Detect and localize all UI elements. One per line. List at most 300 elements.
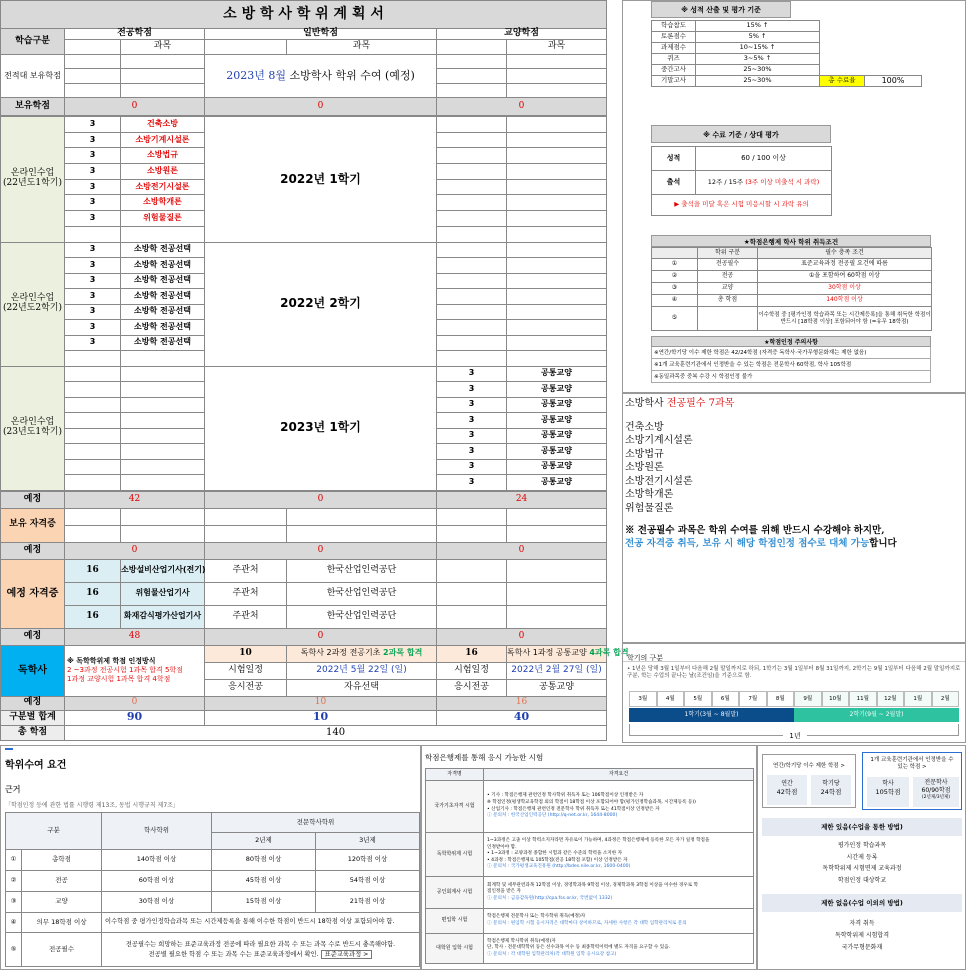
subject-name: 소방기계시설론 xyxy=(121,132,205,148)
empty-cell xyxy=(820,65,865,76)
degree-cell: 30학점 이상 xyxy=(102,892,212,913)
box1-title[interactable]: 연간/학기당 이수 제한 학점 > xyxy=(773,763,845,769)
req7-note: ※ 전공필수 과목은 학위 수여를 위해 반드시 수강해야 하지만, xyxy=(625,525,885,536)
score-label: 성적 xyxy=(652,147,696,171)
eval-weight: 3~5% ↑ xyxy=(696,54,820,65)
empty-cell xyxy=(865,43,922,54)
dok-liberal-major: 공통교양 xyxy=(507,679,607,696)
caution-item: ※연간/학기당 이수 제한 학점은 42/24학점 (자격증 독학사·국가무형문화재는 제한 없음) xyxy=(651,347,931,359)
fail-warning: ▶ 출석을 미달 혹은 시험 미응시할 시 과락 유의 xyxy=(652,195,832,216)
expected-label: 예정 xyxy=(1,696,65,710)
evaluation-panel xyxy=(622,0,966,393)
dok-note: 2 ~3과정 전공시험 1과목 합격 5학점 xyxy=(67,666,183,675)
empty-cell xyxy=(65,475,121,491)
expected-cert-label: 예정 자격증 xyxy=(1,559,65,628)
empty-cell xyxy=(65,459,121,475)
total-label: 총 학점 xyxy=(1,725,65,740)
exam-requirements xyxy=(484,934,754,964)
expected-major: 0 xyxy=(65,542,205,559)
cert-org: 한국산업인력공단 xyxy=(287,559,437,582)
empty-cell xyxy=(437,320,507,336)
exams-title: 학점은행제를 통해 응시 가능한 시험 xyxy=(425,753,544,762)
exam-line: 학점은행제 학사학위 취득(예정)자 xyxy=(487,938,556,944)
exam-line: 점인정을 받은 자 xyxy=(487,889,521,895)
unlimited-method: 국가무형문화재 xyxy=(841,944,883,951)
subject-header: 과목 xyxy=(121,40,205,55)
dok-liberal-title: 독학사 1과정 공통교양 xyxy=(507,648,590,658)
subject-name: 공통교양 xyxy=(507,459,607,475)
subject-name: 소방원론 xyxy=(121,164,205,180)
empty-cell xyxy=(437,258,507,274)
liberal-credits-header: 교양학점 xyxy=(437,29,607,40)
subject-name: 건축소방 xyxy=(121,117,205,133)
empty-cell xyxy=(865,21,922,32)
cert-org-label: 주관처 xyxy=(205,605,287,628)
dok-label: 독학사 xyxy=(1,645,65,696)
empty-cell xyxy=(507,242,607,258)
required-subject: 소방학개론 xyxy=(625,489,674,500)
empty-cell xyxy=(121,366,205,382)
subject-name xyxy=(121,351,205,367)
month-cell: 3월 xyxy=(629,691,657,707)
subtotal-major: 90 xyxy=(65,710,205,725)
subject-name: 공통교양 xyxy=(507,444,607,460)
empty-cell xyxy=(507,273,607,289)
subject-name: 소방전기시설론 xyxy=(121,179,205,195)
row-division: 의무 18학점 이상 xyxy=(22,913,102,933)
row-division: 전공필수 xyxy=(22,933,102,967)
dok-liberal-pass: 4과목 합격 xyxy=(589,648,629,658)
req-type: 총 학점 xyxy=(698,295,758,307)
empty-cell xyxy=(437,242,507,258)
degree-title: 학위수여 요건 xyxy=(5,760,67,771)
exams-h1: 자격명 xyxy=(426,769,484,781)
expected-liberal: 16 xyxy=(437,696,607,710)
cert-org-label: 주관처 xyxy=(205,582,287,605)
subject-credit: 3 xyxy=(65,117,121,133)
subject-name: 공통교양 xyxy=(507,397,607,413)
required-subjects-panel xyxy=(622,393,966,643)
attend-label: 출석 xyxy=(652,171,696,195)
subject-name: 소방학 전공선택 xyxy=(121,335,205,351)
cert-org: 한국산업인력공단 xyxy=(287,582,437,605)
empty-cell xyxy=(437,304,507,320)
month-cell: 10월 xyxy=(822,691,850,707)
empty-cell xyxy=(507,117,607,133)
plan-title: 소 방 학 사 학 위 계 획 서 xyxy=(223,5,384,22)
empty-cell xyxy=(507,320,607,336)
empty-cell xyxy=(437,195,507,211)
exam-name: 대학원 입학 시험 xyxy=(426,934,484,964)
subject-name: 소방법규 xyxy=(121,148,205,164)
expected-liberal: 0 xyxy=(437,628,607,645)
held-cert-label: 보유 자격증 xyxy=(1,508,65,542)
subject-credit: 3 xyxy=(65,273,121,289)
exam-line: • 4과정 : 학점은행제로 105학점(전공 18학점 포함) 이상 인정받은 자 xyxy=(487,857,628,863)
dok-general-pass: 2과목 합격 xyxy=(383,648,423,658)
box2-title[interactable]: 1개 교육훈련기관에서 인정받을 수 있는 학점 > xyxy=(870,757,954,771)
empty-cell xyxy=(507,211,607,227)
expected-label: 예정 xyxy=(1,628,65,645)
empty-cell xyxy=(65,413,121,429)
sec1-title: 제한 있음(수업을 통한 방법) xyxy=(762,818,962,836)
empty-cell xyxy=(121,444,205,460)
exam-line: ⓘ 문의처 : 금융감독원(http://cpa.fss.or.kr, 국번없이 1332) xyxy=(487,895,613,901)
req7-note-end: 합니다 xyxy=(869,537,897,549)
month-cell: 5월 xyxy=(684,691,712,707)
month-cell: 9월 xyxy=(794,691,822,707)
subtotal-general: 10 xyxy=(205,710,437,725)
degree-cell: 전공 xyxy=(22,871,102,892)
exam-line: • 1~3과정 : 교양과정 종합한 시험과 같은 수준의 학력을 소지한 자 xyxy=(487,851,623,857)
cert-name: 화재감식평가산업기사 xyxy=(121,605,205,628)
empty-cell xyxy=(437,164,507,180)
subject-name: 공통교양 xyxy=(507,366,607,382)
req-condition: 140학점 이상 xyxy=(758,295,932,307)
degree-cell: 21학점 이상 xyxy=(316,892,420,913)
eval-weight: 5% ↑ xyxy=(696,32,820,43)
empty-cell xyxy=(121,475,205,491)
exam-line: • 산업기사 : 학점은행제 관련인정 전문학사 학위 취득자 또는 41학점이상 인정받은 자 xyxy=(487,806,660,812)
expected-label: 예정 xyxy=(1,542,65,559)
degree-cell: 120학점 이상 xyxy=(316,850,420,871)
req-condition: 30학점 이상 xyxy=(758,283,932,295)
empty-cell xyxy=(121,397,205,413)
curriculum-link-button[interactable]: 표준교육과정 > xyxy=(321,950,373,959)
cert-name: 소방설비산업기사(전기) xyxy=(121,559,205,582)
score-value: 60 / 100 이상 xyxy=(696,147,832,171)
subject-credit: 3 xyxy=(65,164,121,180)
eval-item: 중간고사 xyxy=(652,65,696,76)
subject-credit: 3 xyxy=(65,211,121,227)
req-title: ★학점은행제 학사 학위 취득조건 xyxy=(651,235,931,247)
degree-cell: 교양 xyxy=(22,892,102,913)
empty-cell xyxy=(507,351,607,367)
semester-desc: • 1년은 당해 3월 1일부터 다음해 2월 말일까지로 하되, 1학기는 3월 1일부터 8월 31일까지, 2학기는 9월 1일부터 다음해 2월 말일까지로 구분, 학는 수업의 끝나는 날(조건임)을 기준으로 함. xyxy=(627,666,961,679)
sec2-title: 제한 없음(수업 이외의 방법) xyxy=(762,894,962,912)
exam-line: ⓘ 문의처 : 각 대학원 입학관리처(각 대학원 입학 응시요강 참고) xyxy=(487,951,617,957)
eval-item: 토론점수 xyxy=(652,32,696,43)
h-3year: 3년제 xyxy=(316,833,420,850)
empty-cell xyxy=(507,132,607,148)
exam-line: 단, 학사 · 전문대학학위 등은 선수과목 이수 등 최종학력이력에 별도 자격을 요구할 수 있음. xyxy=(487,945,671,951)
held-major: 0 xyxy=(65,98,205,116)
exam-line: ⓘ 문의처 : 국가평생교육진흥원 (http://bdes.nile.or.kr, 1600-0400) xyxy=(487,864,631,870)
h-2year: 2년제 xyxy=(212,833,316,850)
empty-cell xyxy=(507,226,607,242)
semester-label: 온라인수업 (23년도1학기) xyxy=(1,366,65,490)
req-no: ② xyxy=(652,271,698,283)
expected-general: 0 xyxy=(205,542,437,559)
box2-value: 60/90학점 xyxy=(921,786,951,794)
semester-label: 온라인수업 (22년도2학기) xyxy=(1,242,65,366)
subject-credit: 3 xyxy=(437,475,507,491)
expected-liberal: 24 xyxy=(437,491,607,508)
expected-label: 예정 xyxy=(1,491,65,508)
semester-center: 2023년 1학기 xyxy=(205,366,437,490)
empty-cell xyxy=(65,366,121,382)
subject-credit: 3 xyxy=(65,258,121,274)
box1-label: 학기당 xyxy=(822,780,840,787)
box1-value: 24학점 xyxy=(820,788,842,796)
h-associate: 전문학사학위 xyxy=(212,813,420,833)
empty-cell xyxy=(865,65,922,76)
exam-line: ⓘ 문의처 : 한국산업인력공단 (http://q-net.or.kr, 1644-8000) xyxy=(487,813,618,819)
req-type: 전공 xyxy=(698,271,758,283)
box1-value: 42학점 xyxy=(776,788,798,796)
row-text: 이수학점 중 평가인정학습과목 또는 시간제등록을 통해 이수한 학점이 반드시 18학점 이상 포함되어야 함. xyxy=(102,913,420,933)
expected-major: 0 xyxy=(65,696,205,710)
empty-cell xyxy=(507,164,607,180)
exam-line: • 기사 : 학점은행제 관련인정 학사학위 취득자 또는 106학점이상 인정받은 자 xyxy=(487,793,644,799)
limited-method: 독학학위제 시험면제 교육과정 xyxy=(822,865,902,872)
exams-panel xyxy=(421,745,757,970)
dok-liberal-date: 2022년 2월 27일 (일) xyxy=(507,662,607,679)
subject-name: 소방학 전공선택 xyxy=(121,304,205,320)
empty-cell xyxy=(437,289,507,305)
row-no: ⑤ xyxy=(6,933,22,967)
held-credits-label: 보유학점 xyxy=(1,98,65,116)
subject-name: 소방학개론 xyxy=(121,195,205,211)
h-division: 구분 xyxy=(6,813,102,850)
subtotal-liberal: 40 xyxy=(437,710,607,725)
month-cell: 2월 xyxy=(932,691,960,707)
exam-line: 회계학 및 세무관련과목 12학점 이상, 경영학과목 9학점 이상, 경제학과목 3학점 이상을 이수한 경우로 학 xyxy=(487,882,699,888)
attend-value: 12주 / 15주 xyxy=(707,177,746,186)
limited-method: 시간제 등록 xyxy=(846,853,878,861)
empty-cell xyxy=(121,459,205,475)
empty-cell xyxy=(437,335,507,351)
empty-cell xyxy=(865,32,922,43)
limited-method: 평가인정 학습과목 xyxy=(837,842,887,849)
term1-bar: 1학기(3월 ~ 8월말) xyxy=(629,708,794,722)
req-condition: ①을 포함하여 60학점 이상 xyxy=(758,271,932,283)
empty-cell xyxy=(121,413,205,429)
degree-cell: 60학점 이상 xyxy=(102,871,212,892)
subject-credit: 3 xyxy=(65,335,121,351)
required-subject: 소방법규 xyxy=(625,448,664,460)
subject-credit xyxy=(65,351,121,367)
expected-general: 10 xyxy=(205,696,437,710)
subject-credit: 3 xyxy=(65,289,121,305)
empty-cell xyxy=(121,382,205,398)
exam-name: 편입학 시험 xyxy=(426,909,484,934)
exam-requirements xyxy=(484,909,754,934)
dok-liberal-credit: 16 xyxy=(437,645,507,662)
subject-credit: 3 xyxy=(437,413,507,429)
basis-label: 근거 xyxy=(5,785,21,794)
month-cell: 12월 xyxy=(877,691,905,707)
box2-sub: (2년제/3년제) xyxy=(921,794,951,800)
empty-cell xyxy=(437,273,507,289)
exam-name: 공인회계사 시험 xyxy=(426,877,484,909)
subject-credit: 3 xyxy=(65,242,121,258)
required-subject: 건축소방 xyxy=(625,421,664,433)
caution-item: ※동일과목중 중복 수강 시 학점인정 불가 xyxy=(651,371,931,383)
row-no: ④ xyxy=(6,913,22,933)
subject-name: 공통교양 xyxy=(507,475,607,491)
subject-name: 공통교양 xyxy=(507,428,607,444)
eval-item: 기말고사 xyxy=(652,76,696,87)
semester-center: 2022년 1학기 xyxy=(205,117,437,243)
division-header: 학습구분 xyxy=(1,29,65,55)
year-label: 1년 xyxy=(783,732,806,740)
req-col: 필수 충족 조건 xyxy=(758,248,932,259)
req-no: ① xyxy=(652,259,698,271)
attend-warning: (3주 이상 미출석 시 과락) xyxy=(745,177,820,186)
held-general: 0 xyxy=(205,98,437,116)
semester-panel xyxy=(622,643,966,743)
empty-cell xyxy=(65,444,121,460)
dok-note: ※ 독학학위제 학점 인정방식 xyxy=(67,657,156,666)
month-cell: 6월 xyxy=(712,691,740,707)
req-no: ⑤ xyxy=(652,307,698,331)
limits-panel xyxy=(757,745,966,970)
degree-note: 소방학사 학위 수여 (예정) xyxy=(285,68,415,82)
subject-credit: 3 xyxy=(65,132,121,148)
empty-cell xyxy=(507,335,607,351)
completion-value: 100% xyxy=(865,76,922,87)
held-liberal: 0 xyxy=(437,98,607,116)
cert-name: 위험물산업기사 xyxy=(121,582,205,605)
exam-line: 학점은행제 전문학사 또는 학사학위 취득(예정)자 xyxy=(487,914,586,920)
dok-note: 1과정 교양시험 1과목 합격 4학점 xyxy=(67,674,171,683)
subject-credit: 3 xyxy=(437,428,507,444)
month-cell: 11월 xyxy=(849,691,877,707)
empty-cell xyxy=(437,132,507,148)
cert-org: 한국산업인력공단 xyxy=(287,605,437,628)
empty-cell xyxy=(865,54,922,65)
eval-item: 학습참도 xyxy=(652,21,696,32)
empty-cell xyxy=(507,195,607,211)
subject-credit xyxy=(65,226,121,242)
empty-cell xyxy=(507,179,607,195)
exam-line: 인정받아야 함. xyxy=(487,844,517,850)
caution-item: ※1개 교육훈련기관에서 인정받을 수 있는 학점은 전문학사 60학점, 학사 105학점 xyxy=(651,359,931,371)
dok-general-credit: 10 xyxy=(205,645,287,662)
total-credits: 140 xyxy=(65,725,607,740)
degree-cell: 80학점 이상 xyxy=(212,850,316,871)
cert-credit: 16 xyxy=(65,582,121,605)
exam-name: 국가기초자격 시험 xyxy=(426,781,484,833)
eval-weight: 15% ↑ xyxy=(696,21,820,32)
semester-center: 2022년 2학기 xyxy=(205,242,437,366)
box1-label: 연간 xyxy=(781,780,793,787)
empty-cell xyxy=(437,148,507,164)
exam-requirements xyxy=(484,833,754,877)
box2-label: 학사 xyxy=(882,780,894,787)
subject-header: 과목 xyxy=(507,40,607,55)
month-cell: 7월 xyxy=(739,691,767,707)
subject-name: 공통교양 xyxy=(507,413,607,429)
subject-credit: 3 xyxy=(437,459,507,475)
degree-cell: ① xyxy=(6,850,22,871)
expected-major: 48 xyxy=(65,628,205,645)
degree-cell: 54학점 이상 xyxy=(316,871,420,892)
general-credits-header: 일반학점 xyxy=(205,29,437,40)
subject-credit: 3 xyxy=(437,382,507,398)
cert-credit: 16 xyxy=(65,605,121,628)
law-reference: 「학점인정 등에 관한 법률 시행령 제13조, 동법 시행규칙 제7조」 xyxy=(5,802,179,809)
unlimited-method: 자격 취득 xyxy=(849,920,875,927)
empty-cell xyxy=(437,351,507,367)
subject-name: 소방학 전공선택 xyxy=(121,320,205,336)
month-cell: 8월 xyxy=(767,691,795,707)
empty-cell xyxy=(121,428,205,444)
exam-line: 1~3과정은 고졸 이상 학력소지자라면 자유로이 가능하며, 4과정은 학점은행제에 등록한 모든 자가 일정 학점을 xyxy=(487,837,710,843)
eval-item: 과제점수 xyxy=(652,43,696,54)
degree-cell: 45학점 이상 xyxy=(212,871,316,892)
h-bachelor: 학사학위 xyxy=(102,813,212,850)
empty-cell xyxy=(437,211,507,227)
exam-requirements xyxy=(484,781,754,833)
subject-credit: 3 xyxy=(437,397,507,413)
limited-method: 학점인정 대상학교 xyxy=(837,876,887,884)
unlimited-method: 독학학위제 시험합격 xyxy=(834,932,890,939)
expected-general: 0 xyxy=(205,628,437,645)
subject-name xyxy=(121,226,205,242)
empty-cell xyxy=(437,179,507,195)
row-text: 전공필수는 희망하는 표준교육과정 전공에 따라 필요한 과목 수 또는 과목 수로 반드시 충족해야함. xyxy=(125,941,396,949)
degree-date: 2023년 8월 xyxy=(226,68,286,82)
empty-cell xyxy=(65,382,121,398)
empty-cell xyxy=(820,54,865,65)
subject-credit: 3 xyxy=(65,195,121,211)
req-col: 학위 구분 xyxy=(698,248,758,259)
dok-general-title: 독학사 2과정 전공기초 xyxy=(300,648,384,658)
subject-header: 과목 xyxy=(287,40,437,55)
semester-label: 온라인수업 (22년도1학기) xyxy=(1,117,65,243)
subject-credit: 3 xyxy=(65,179,121,195)
req-type: 전공필수 xyxy=(698,259,758,271)
empty-cell xyxy=(820,43,865,54)
month-cell: 4월 xyxy=(657,691,685,707)
empty-cell xyxy=(65,428,121,444)
empty-cell xyxy=(507,289,607,305)
eval-weight: 25~30% xyxy=(696,76,820,87)
empty-cell xyxy=(820,32,865,43)
prior-school-label: 전적대 보유학점 xyxy=(1,55,65,98)
exam-requirements xyxy=(484,877,754,909)
subject-name: 위험물질론 xyxy=(121,211,205,227)
empty-cell xyxy=(820,21,865,32)
expected-general: 0 xyxy=(205,491,437,508)
cert-org-label: 주관처 xyxy=(205,559,287,582)
req-type xyxy=(698,307,758,331)
eval-weight: 10~15% ↑ xyxy=(696,43,820,54)
degree-cell: ② xyxy=(6,871,22,892)
exam-date-label: 시험일정 xyxy=(437,662,507,679)
req-condition: 표준교육과정 전공필 요건에 따름 xyxy=(758,259,932,271)
semester-title: 학기의 구분 xyxy=(627,654,664,662)
subject-credit: 3 xyxy=(65,148,121,164)
required-subject: 소방원론 xyxy=(625,462,664,473)
required-subject: 소방기계시설론 xyxy=(625,435,693,446)
exam-date-label: 시험일정 xyxy=(205,662,287,679)
subject-name: 소방학 전공선택 xyxy=(121,258,205,274)
subject-credit: 3 xyxy=(65,304,121,320)
empty-cell xyxy=(437,226,507,242)
term2-bar: 2학기(9월 ~ 2월말) xyxy=(794,708,959,722)
degree-plan xyxy=(0,0,629,741)
subject-name: 공통교양 xyxy=(507,382,607,398)
exams-h2: 자격요건 xyxy=(484,769,754,781)
subject-credit: 3 xyxy=(65,320,121,336)
req7-heading-red: 전공필수 7과목 xyxy=(666,398,735,409)
empty-cell xyxy=(507,304,607,320)
subtotal-label: 구분별 합계 xyxy=(1,710,65,725)
pass-title: ※ 수료 기준 / 상대 평가 xyxy=(651,125,831,143)
